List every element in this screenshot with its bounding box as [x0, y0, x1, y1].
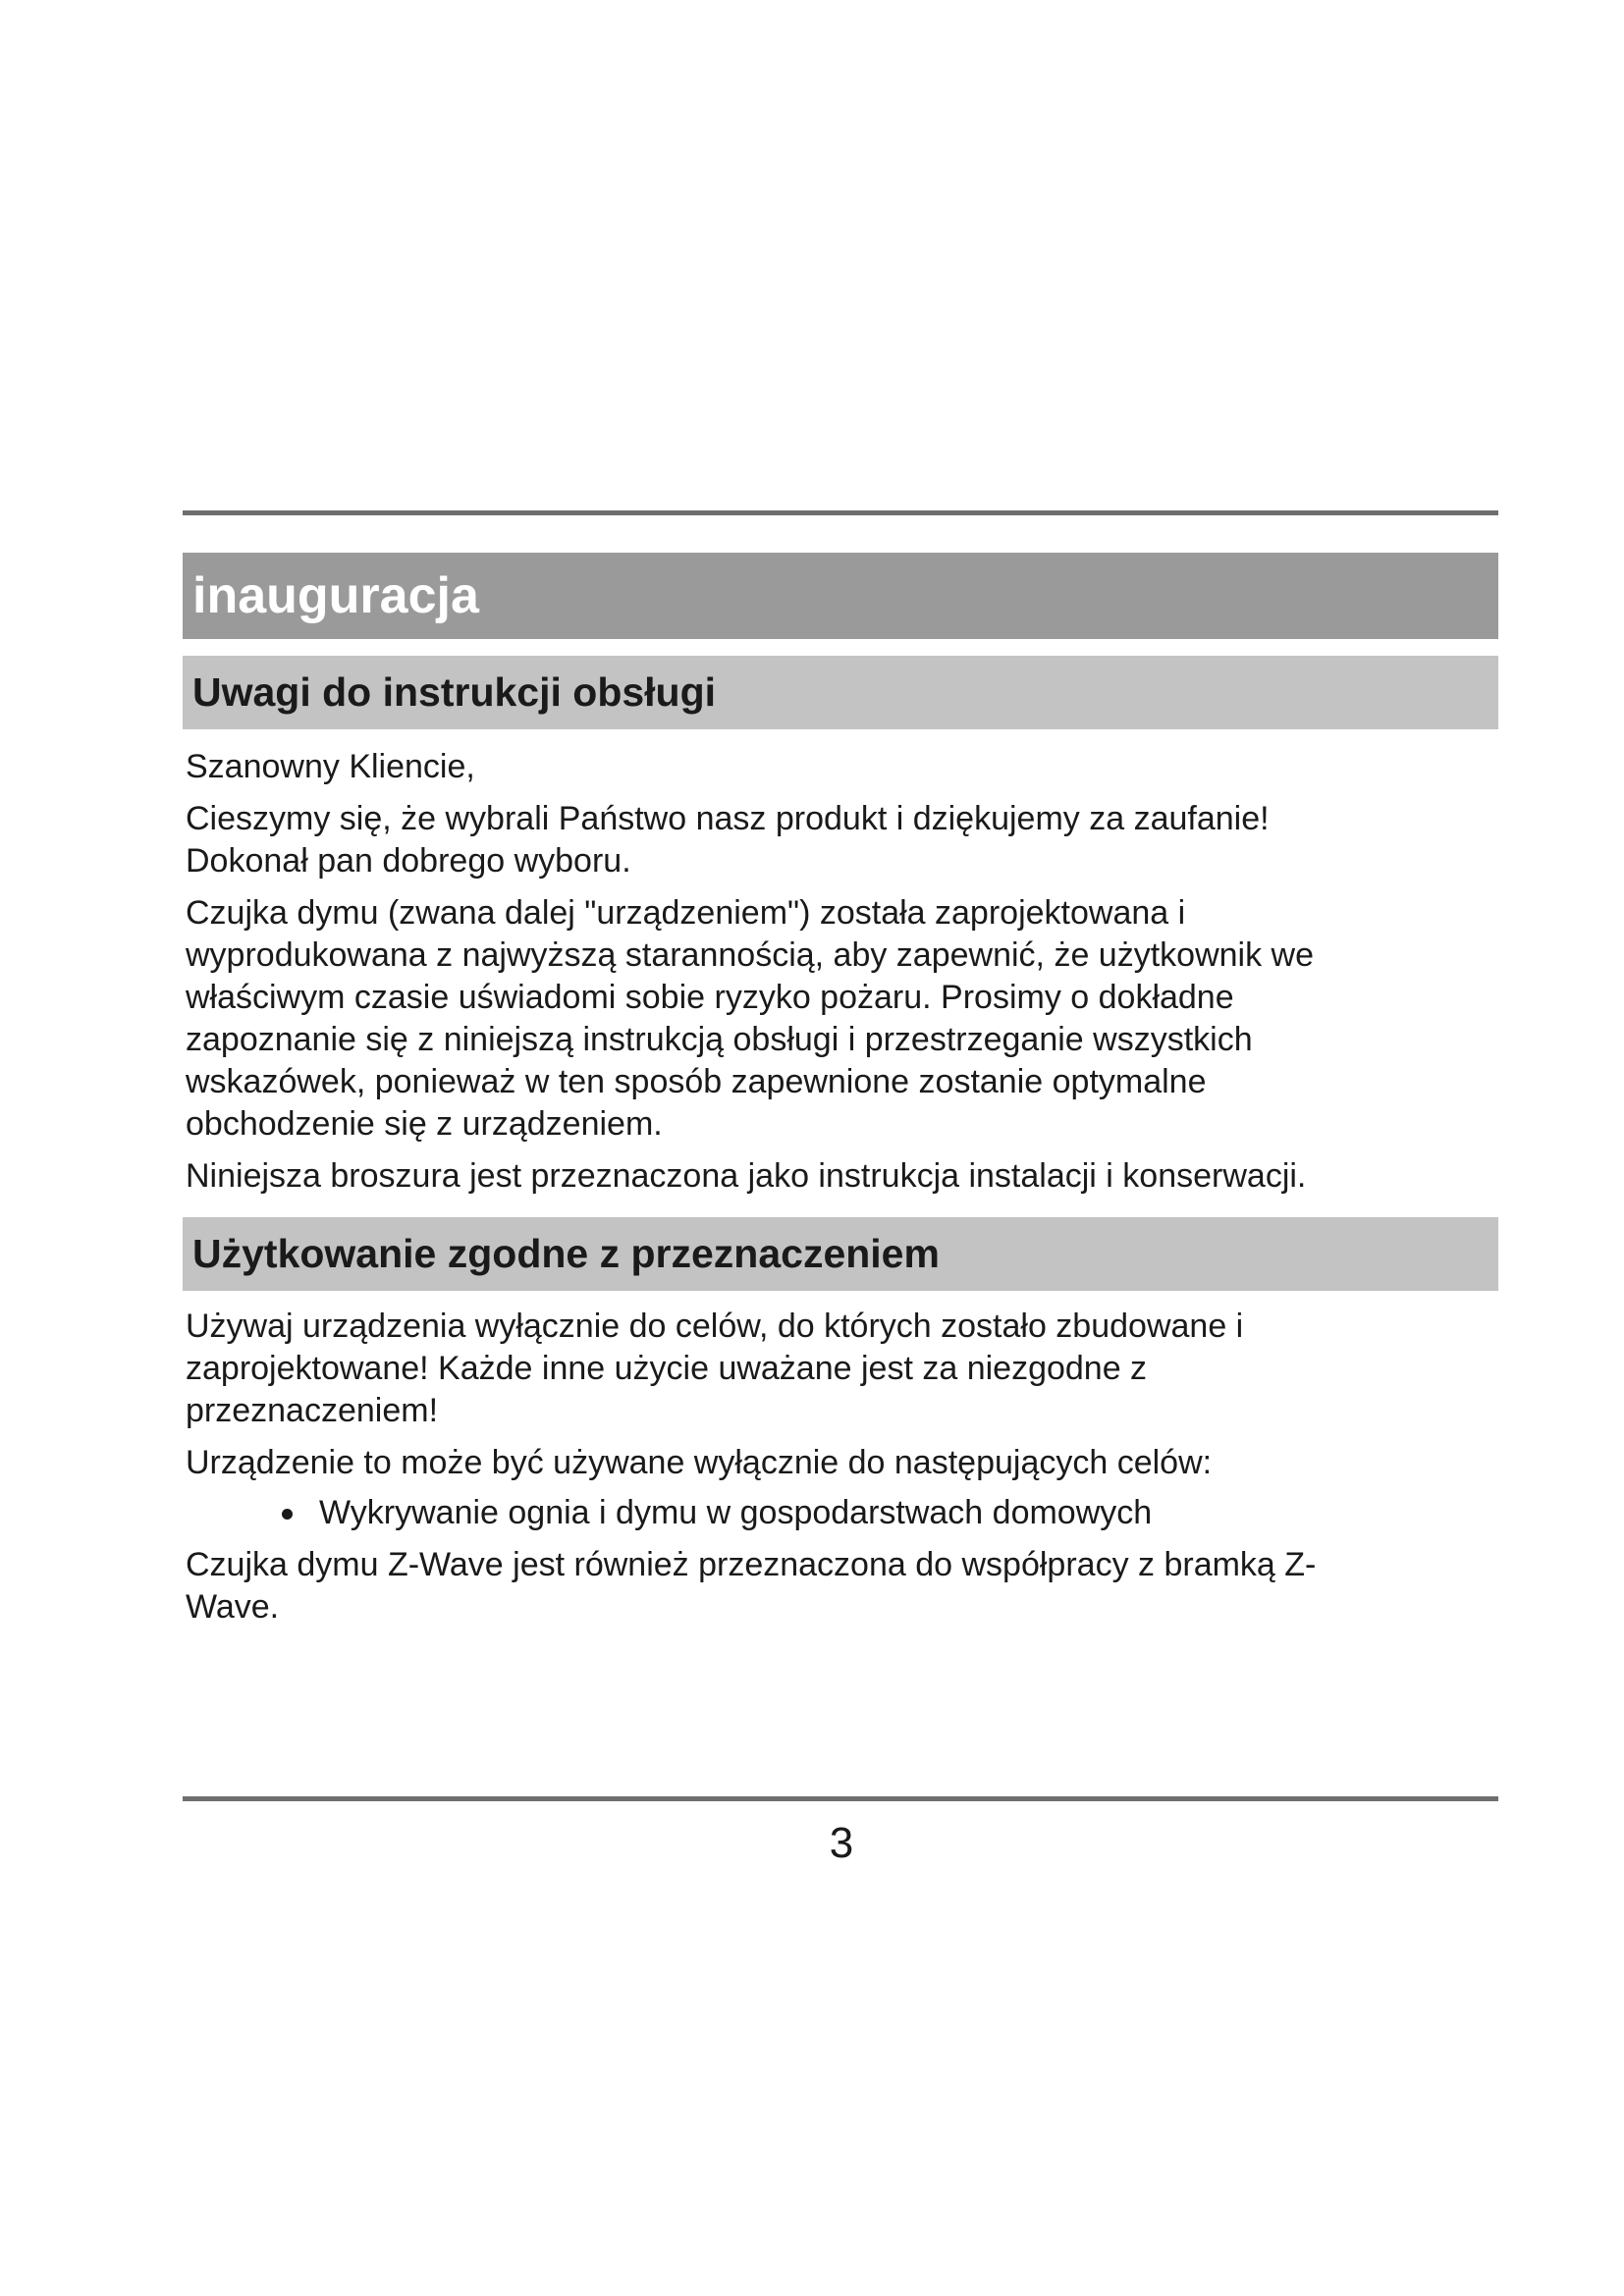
section-title-manual-notes: Uwagi do instrukcji obsługi [192, 669, 717, 715]
text-line: Wave. [186, 1588, 280, 1626]
text-line: zapoznanie się z niniejszą instrukcją obsługi i przestrzeganie wszystkich [186, 1021, 1253, 1058]
section-header-bar [183, 1217, 1498, 1291]
text-line: przeznaczeniem! [186, 1392, 439, 1429]
text-line: obchodzenie się z urządzeniem. [186, 1105, 663, 1143]
bottom-divider [183, 1796, 1498, 1801]
text-line: wskazówek, ponieważ w ten sposób zapewnione zostanie optymalne [186, 1063, 1207, 1100]
bullet-icon [282, 1509, 293, 1520]
paragraph-thanks [186, 798, 1501, 882]
text-line: Czujka dymu Z-Wave jest również przeznaczona do współpracy z bramką Z- [186, 1546, 1317, 1583]
text-line: zaprojektowane! Każde inne użycie uważane jest za niezgodne z [186, 1350, 1148, 1387]
paragraph-allowed-purposes: Urządzenie to może być używane wyłącznie do następujących celów: [186, 1444, 1213, 1481]
section-body-intended-use [186, 1306, 1501, 1629]
paragraph-brochure-purpose: Niniejsza broszura jest przeznaczona jako instrukcja instalacji i konserwacji. [186, 1157, 1307, 1195]
paragraph-device-description [186, 892, 1501, 1146]
paragraph-usage-restriction [186, 1306, 1501, 1432]
list-item-text: Wykrywanie ognia i dymu w gospodarstwach domowych [319, 1494, 1153, 1531]
text-line: Cieszymy się, że wybrali Państwo nasz produkt i dziękujemy za zaufanie! [186, 800, 1270, 837]
purpose-list [186, 1492, 1501, 1534]
text-line: Dokonał pan dobrego wyboru. [186, 842, 631, 880]
top-divider [183, 510, 1498, 515]
page-number: 3 [829, 1819, 854, 1867]
text-line: wyprodukowana z najwyższą starannością, aby zapewnić, że użytkownik we [186, 936, 1314, 974]
section-title-intended-use: Użytkowanie zgodne z przeznaczeniem [192, 1231, 940, 1276]
chapter-title: inauguracja [192, 567, 479, 624]
section-header-bar [183, 656, 1498, 729]
section-body-manual-notes [186, 746, 1501, 1198]
text-line: właściwym czasie uświadomi sobie ryzyko pożaru. Prosimy o dokładne [186, 979, 1234, 1016]
list-item [282, 1492, 1501, 1534]
text-line: Czujka dymu (zwana dalej "urządzeniem") została zaprojektowana i [186, 894, 1186, 932]
text-line: Używaj urządzenia wyłącznie do celów, do których zostało zbudowane i [186, 1308, 1244, 1345]
chapter-header-bar [183, 553, 1498, 639]
greeting: Szanowny Kliencie, [186, 748, 475, 785]
paragraph-zwave-gateway [186, 1544, 1501, 1629]
